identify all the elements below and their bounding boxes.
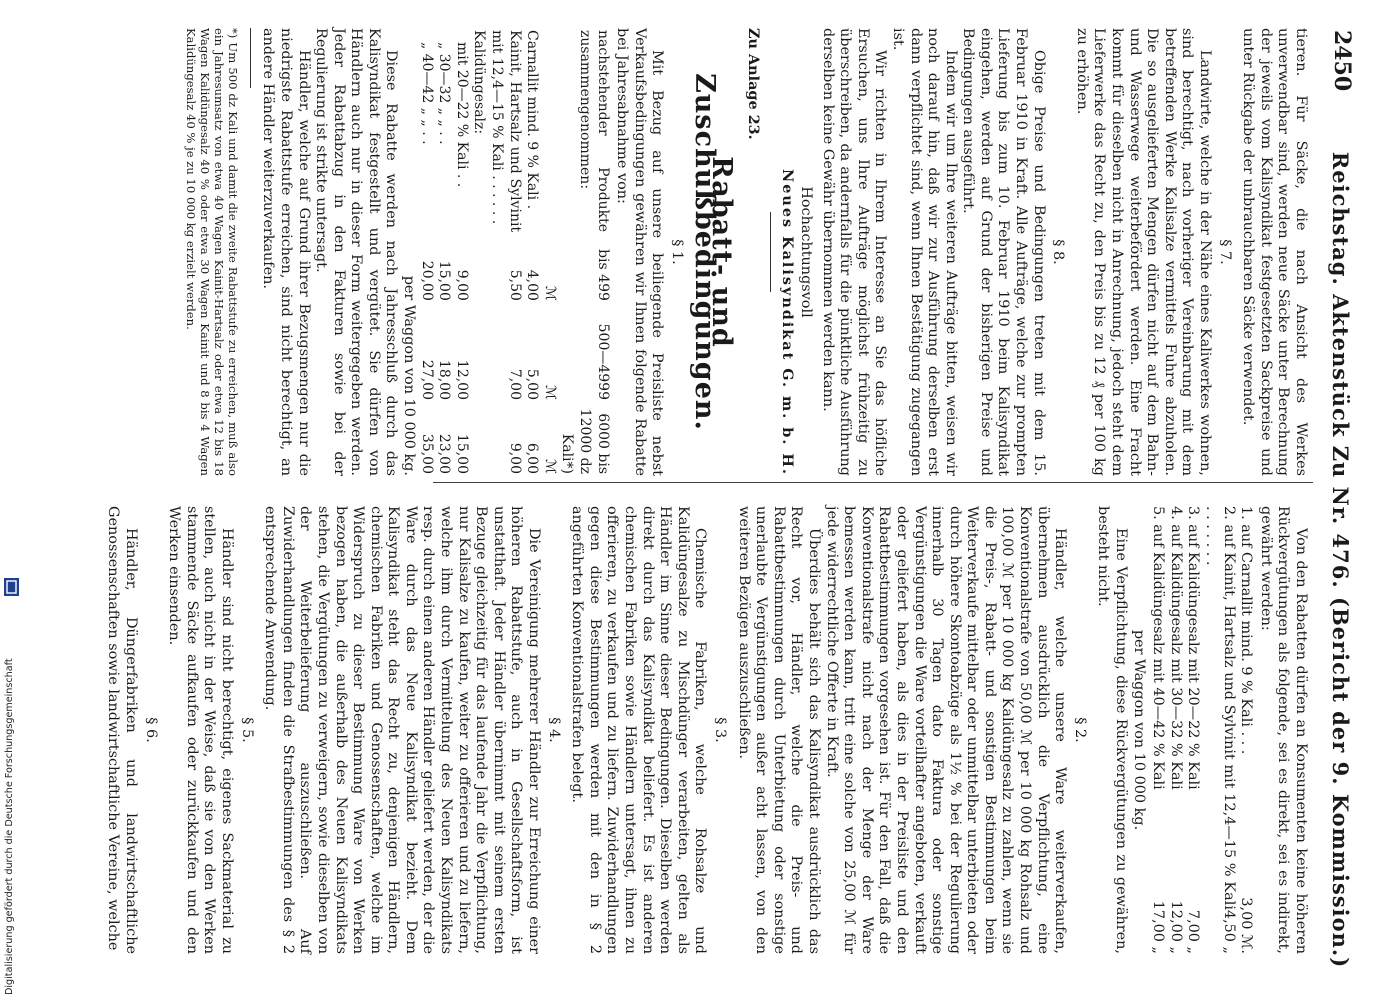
section-heading: § 8. [1050, 239, 1067, 265]
list-item-text: 1. auf Carnallit mind. 9 % Kali . . . [1238, 506, 1255, 755]
section-heading: § 6. [142, 717, 159, 743]
column-divider [433, 482, 1313, 483]
table-row [487, 28, 522, 476]
unit-cell: ℳ [541, 459, 558, 474]
table-header-cell: bis 499 [594, 249, 611, 301]
rebate-table [417, 28, 611, 476]
left-column [184, 28, 1309, 476]
section-title: Rabatt- und Zuschußbedingungen. [688, 73, 738, 431]
value-cell: 12,00 [453, 359, 470, 400]
table-row [523, 28, 541, 476]
list-item-value: 3,00 ℳ. [1238, 897, 1255, 954]
paragraph: Händler, welche auf Grund ihrer Bezugsmengen nur die niedrigste Rabattstufe erreichen, sind nicht berechtigt, an andere Händler weiterzuverkaufen. [260, 28, 312, 476]
section-heading: § 5. [238, 717, 255, 743]
signature: Neues Kalisyndikat G. m. b. H. [779, 169, 797, 476]
list-item-text: 2. auf Kainit, Hartsalz und Sylvinit mit 12,4—15 % Kali . . . . . . . [1203, 506, 1237, 910]
value-cell: 6,00 [524, 442, 541, 474]
paragraph: Wir richten in Ihrem Interesse an Sie das höfliche Ersuchen, uns Ihre Aufträge möglichst frühzeitig zu überschreiben, da andernfalls für die pünktliche Ausführung derselben keine Gewähr übernommen werden kann. [819, 28, 889, 476]
rebate-list [1149, 506, 1255, 954]
annex-label: Zu Anlage 23. [744, 28, 762, 140]
table-header-row [558, 28, 611, 476]
page-title: Reichstag. Aktenstück Zu Nr. 476. (Bericht der 9. Kommission.) [1328, 151, 1353, 969]
value-cell: 5,50 [506, 269, 523, 301]
list-item-text: 4. auf Kalidüngesalz mit 30—32 % Kali [1167, 506, 1184, 790]
value-cell: 15,00 [436, 260, 453, 301]
list-item-value: 17,00 „ [1150, 900, 1167, 954]
paragraph: Chemische Fabriken, welche Rohsalze und Kalidüngesalze zu Mischdünger verarbeiten, gelten als Händler im Sinne dieser Bedingungen. Dieselben werden direkt durch das Kalisyndikat beliefert. Es ist anderen chemischen Fabriken sowie Händlern untersagt, ihnen zu offerieren, zu verkaufen und zu liefern. Zuwiderhandlungen gegen diese Bestimmungen werden mit den in § 2 angeführten Konventionalstrafen belegt. [569, 506, 709, 954]
paragraph: Von den Rabatten dürfen an Konsumenten keine höheren Rückvergütungen als folgende, sei es direkt, sei es indirekt, gewährt werden: [1257, 506, 1309, 954]
value-cell: 27,00 [418, 359, 435, 400]
paragraph: Indem wir um Ihre weiteren Aufträge bitten, weisen wir noch darauf hin, daß wir zur Ausführung derselben erst dann verpflichtet sind, wenn Ihnen Bestätigung zugegangen ist. [889, 28, 959, 476]
paragraph: Händler, welche unsere Ware weiterverkaufen, übernehmen ausdrücklich die Verpflichtung, eine Konventionalstrafe von 50,00 ℳ per 10 000 kg Rohsalz und 100,00 ℳ per 10 000 kg Kalidüngesalz zu zahlen, wenn sie die Preis-, Rabatt- und sonstigen Bestimmungen beim Weiterverkaufe mittelbar oder unmittelbar unterbieten oder durch höhere Skontoabzüge als 1½ % bei der Regulierung innerhalb 30 Tagen dato Faktura oder sonstige Vergünstigungen die Ware vorteilhafter angeboten, verkauft oder geliefert haben, als dies in der Preisliste und den Rabattbestimmungen vorgesehen ist. Für den Fall, daß die Konventionalstrafe nicht nach der Menge der Ware bemessen werden kann, tritt eine solche von 25,00 ℳ für jede widerrechtliche Offerte in Kraft. [823, 506, 1069, 954]
list-item-text: 3. auf Kalidüngesalz mit 20—22 % Kali [1185, 506, 1202, 790]
credit-text: Digitalisierung gefördert durch die Deutsche Forschungsgemeinschaft [4, 658, 15, 995]
value-cell [470, 234, 488, 303]
value-cell: 20,00 [418, 260, 435, 301]
section-heading: § 1. [669, 239, 685, 265]
value-cell: 9,00 [506, 442, 523, 474]
paragraph: Händler, Düngerfabriken und landwirtschaftliche Genossenschaften sowie landwirtschaftliche Vereine, welche [105, 506, 139, 954]
table-row [417, 28, 435, 476]
unit-cell: ℳ [541, 385, 558, 400]
per-wagon-note: per Waggon von 10 000 kg. [1130, 629, 1147, 831]
value-cell [470, 303, 488, 402]
list-item [1149, 506, 1167, 954]
value-cell: 7,00 [506, 368, 523, 400]
table-header-cell: 6000 bis 12000 dz Kali*) [559, 408, 611, 474]
table-row [435, 28, 453, 476]
digitization-credit [4, 580, 20, 995]
list-item [1166, 506, 1184, 954]
footnote: *) Um 500 dz Kali und damit die zweite Rabattstufe zu erreichen, muß also ein Jahresumsatz von etwa 40 Wagen Kainit-Hartsalz oder etwa 12 bis 18 Wagen Kalidüngesalz 40 % oder etwa 30 Wagen Kainit und 8 bis 4 Wagen Kalidüngesalz 40 % je zu 10 000 kg erzielt werden. [183, 28, 240, 476]
table-intro: nachstehender Produkte zusammengenommen: [577, 30, 611, 233]
section-heading: § 2. [1071, 717, 1088, 743]
paragraph: Landwirte, welche in der Nähe eines Kaliwerkes wohnen, sind berechtigt, nach vorheriger Vereinbarung mit dem betreffenden Werke Kalisalze vermittels Fuhre abzuholen. Die so ausgelieferten Mengen dürfen nicht auf dem Bahn- und Wasserwege weiterbefördert werden. Eine Fracht kommt für dieselben nicht in Anrechnung, jedoch steht dem Lieferwerke das Recht zu, den Preis bis zu 12 ₰ per 100 kg zu erhöhen. [1073, 28, 1214, 476]
page-number: 2450 [1329, 30, 1355, 92]
section-heading: § 7. [1216, 239, 1233, 265]
page-header [1321, 30, 1355, 970]
list-item-text: 5. auf Kalidüngesalz mit 40—42 % Kali [1150, 506, 1167, 790]
row-label: Kalidüngesalz: [471, 30, 488, 135]
row-label: Carnallit mind. 9 % Kali . [524, 30, 541, 210]
unit-cell: ℳ [541, 285, 558, 301]
footnote-rule [250, 28, 251, 88]
list-item [1184, 506, 1202, 954]
paragraph: tieren. Für Säcke, die nach Ansicht des Werkes unverwendbar sind, werden neue Säcke unter Berechnung der jeweils vom Kalisyndikat festgesetzten Sackpreise und unter Rückgabe der unbrauchbaren Säcke verwendet. [1240, 28, 1309, 476]
dfg-logo-icon [4, 578, 19, 596]
value-cell: 5,00 [524, 368, 541, 400]
list-item [1237, 506, 1255, 954]
row-label: Kainit, Hartsalz und Sylvinit mit 12,4—15 % Kali . . . . . . [489, 30, 523, 233]
section-heading: § 4. [545, 717, 562, 743]
row-label: „ 40—42 „ „ . . [418, 42, 435, 145]
paragraph: Händler sind nicht berechtigt, eigenes Sackmaterial zu stellen, auch nicht in der Weise, daß sie von den Werken stammende Säcke aufkaufen oder zurückkaufen und den Werken einsenden. [166, 506, 235, 954]
paragraph: Die Vereinigung mehrerer Händler zur Erreichung einer höheren Rabattstufe, auch in Gesellschaftsform, ist unstatthaft. Jeder Händler übernimmt mit seinem ersten Bezuge gleichzeitig für das laufende Jahr die Verpflichtung, nur Kalisalze zu kaufen, weiter zu offerieren und zu liefern, welche ihm durch Vermittelung des Neuen Kalisyndikats resp. durch einen anderen Händler geliefert werden, der die Ware durch das Neue Kalisyndikat bezieht. Dem Kalisyndikat steht das Recht zu, denjenigen Händlern, chemischen Fabriken und Genossenschaften, welche im Widerspruch zu dieser Bestimmung Ware von Werken bezogen haben, die außerhalb des Neuen Kalisyndikats stehen, die Vergütungen zu verweigern, sowie dieselben von der Weiterbelieferung auszuschließen. Auf Zuwiderhandlungen finden die Strafbestimmungen des § 2 entsprechende Anwendung. [262, 506, 543, 954]
value-cell: 35,00 [418, 433, 435, 474]
paragraph: Mit Bezug auf unsere beiliegende Preisliste nebst Verkaufsbedingungen gewähren wir Ihnen folgende Rabatte bei Jahresabnahme von: [614, 28, 666, 476]
value-cell: 18,00 [436, 359, 453, 400]
row-label: mit 20—22 % Kali . . [453, 42, 470, 188]
per-wagon-note: per Waggon von 10 000 kg. [401, 275, 418, 476]
value-cell: 9,00 [453, 269, 470, 301]
value-cell [470, 402, 488, 476]
separator-rule [770, 212, 771, 292]
list-item-value: 7,00 „ [1185, 909, 1202, 954]
paragraph: Eine Verpflichtung, diese Rückvergütungen zu gewähren, besteht nicht. [1095, 506, 1130, 954]
list-item [1201, 506, 1236, 954]
section-heading: § 3. [712, 717, 728, 743]
table-row [470, 28, 488, 476]
value-cell: 23,00 [436, 433, 453, 474]
list-item-value: 4,50 „ [1220, 909, 1237, 954]
list-item-value: 12,00 „ [1167, 900, 1184, 954]
table-unit-row [540, 28, 558, 476]
closing-formula: Hochachtungsvoll [797, 186, 814, 318]
right-column [104, 506, 1309, 954]
value-cell: 4,00 [524, 269, 541, 301]
table-row [452, 28, 470, 476]
value-cell: 15,00 [453, 433, 470, 474]
table-header-cell: 500—4999 [594, 323, 611, 400]
paragraph: Diese Rabatte werden nach Jahresschluß durch das Kalisyndikat festgestellt und vergütet. Sie dürfen von Händlern auch nur in dieser Form weitergegeben werden. Jeder Rabattabzug in den Fakturen sowie bei der Regulierung ist strikte untersagt. [313, 28, 400, 476]
row-label: „ 30—32 „ „ . . [436, 42, 453, 145]
paragraph: Obige Preise und Bedingungen treten mit dem 15. Februar 1910 in Kraft. Alle Aufträge, welche zur prompten Lieferung bis zum 10. Februar 1910 beim Kalisyndikat eingehen, werden auf Grund der bisherigen Preise und Bedingungen ausgeführt. [960, 28, 1047, 476]
paragraph: Überdies behält sich das Kalisyndikat ausdrücklich das Recht vor, Händler, welche die Preis- und Rabattbestimmungen durch Unterbietung oder sonstige unerlaubte Vergünstigungen außer acht lassen, von den weiteren Bezügen auszuschließen. [735, 506, 822, 954]
